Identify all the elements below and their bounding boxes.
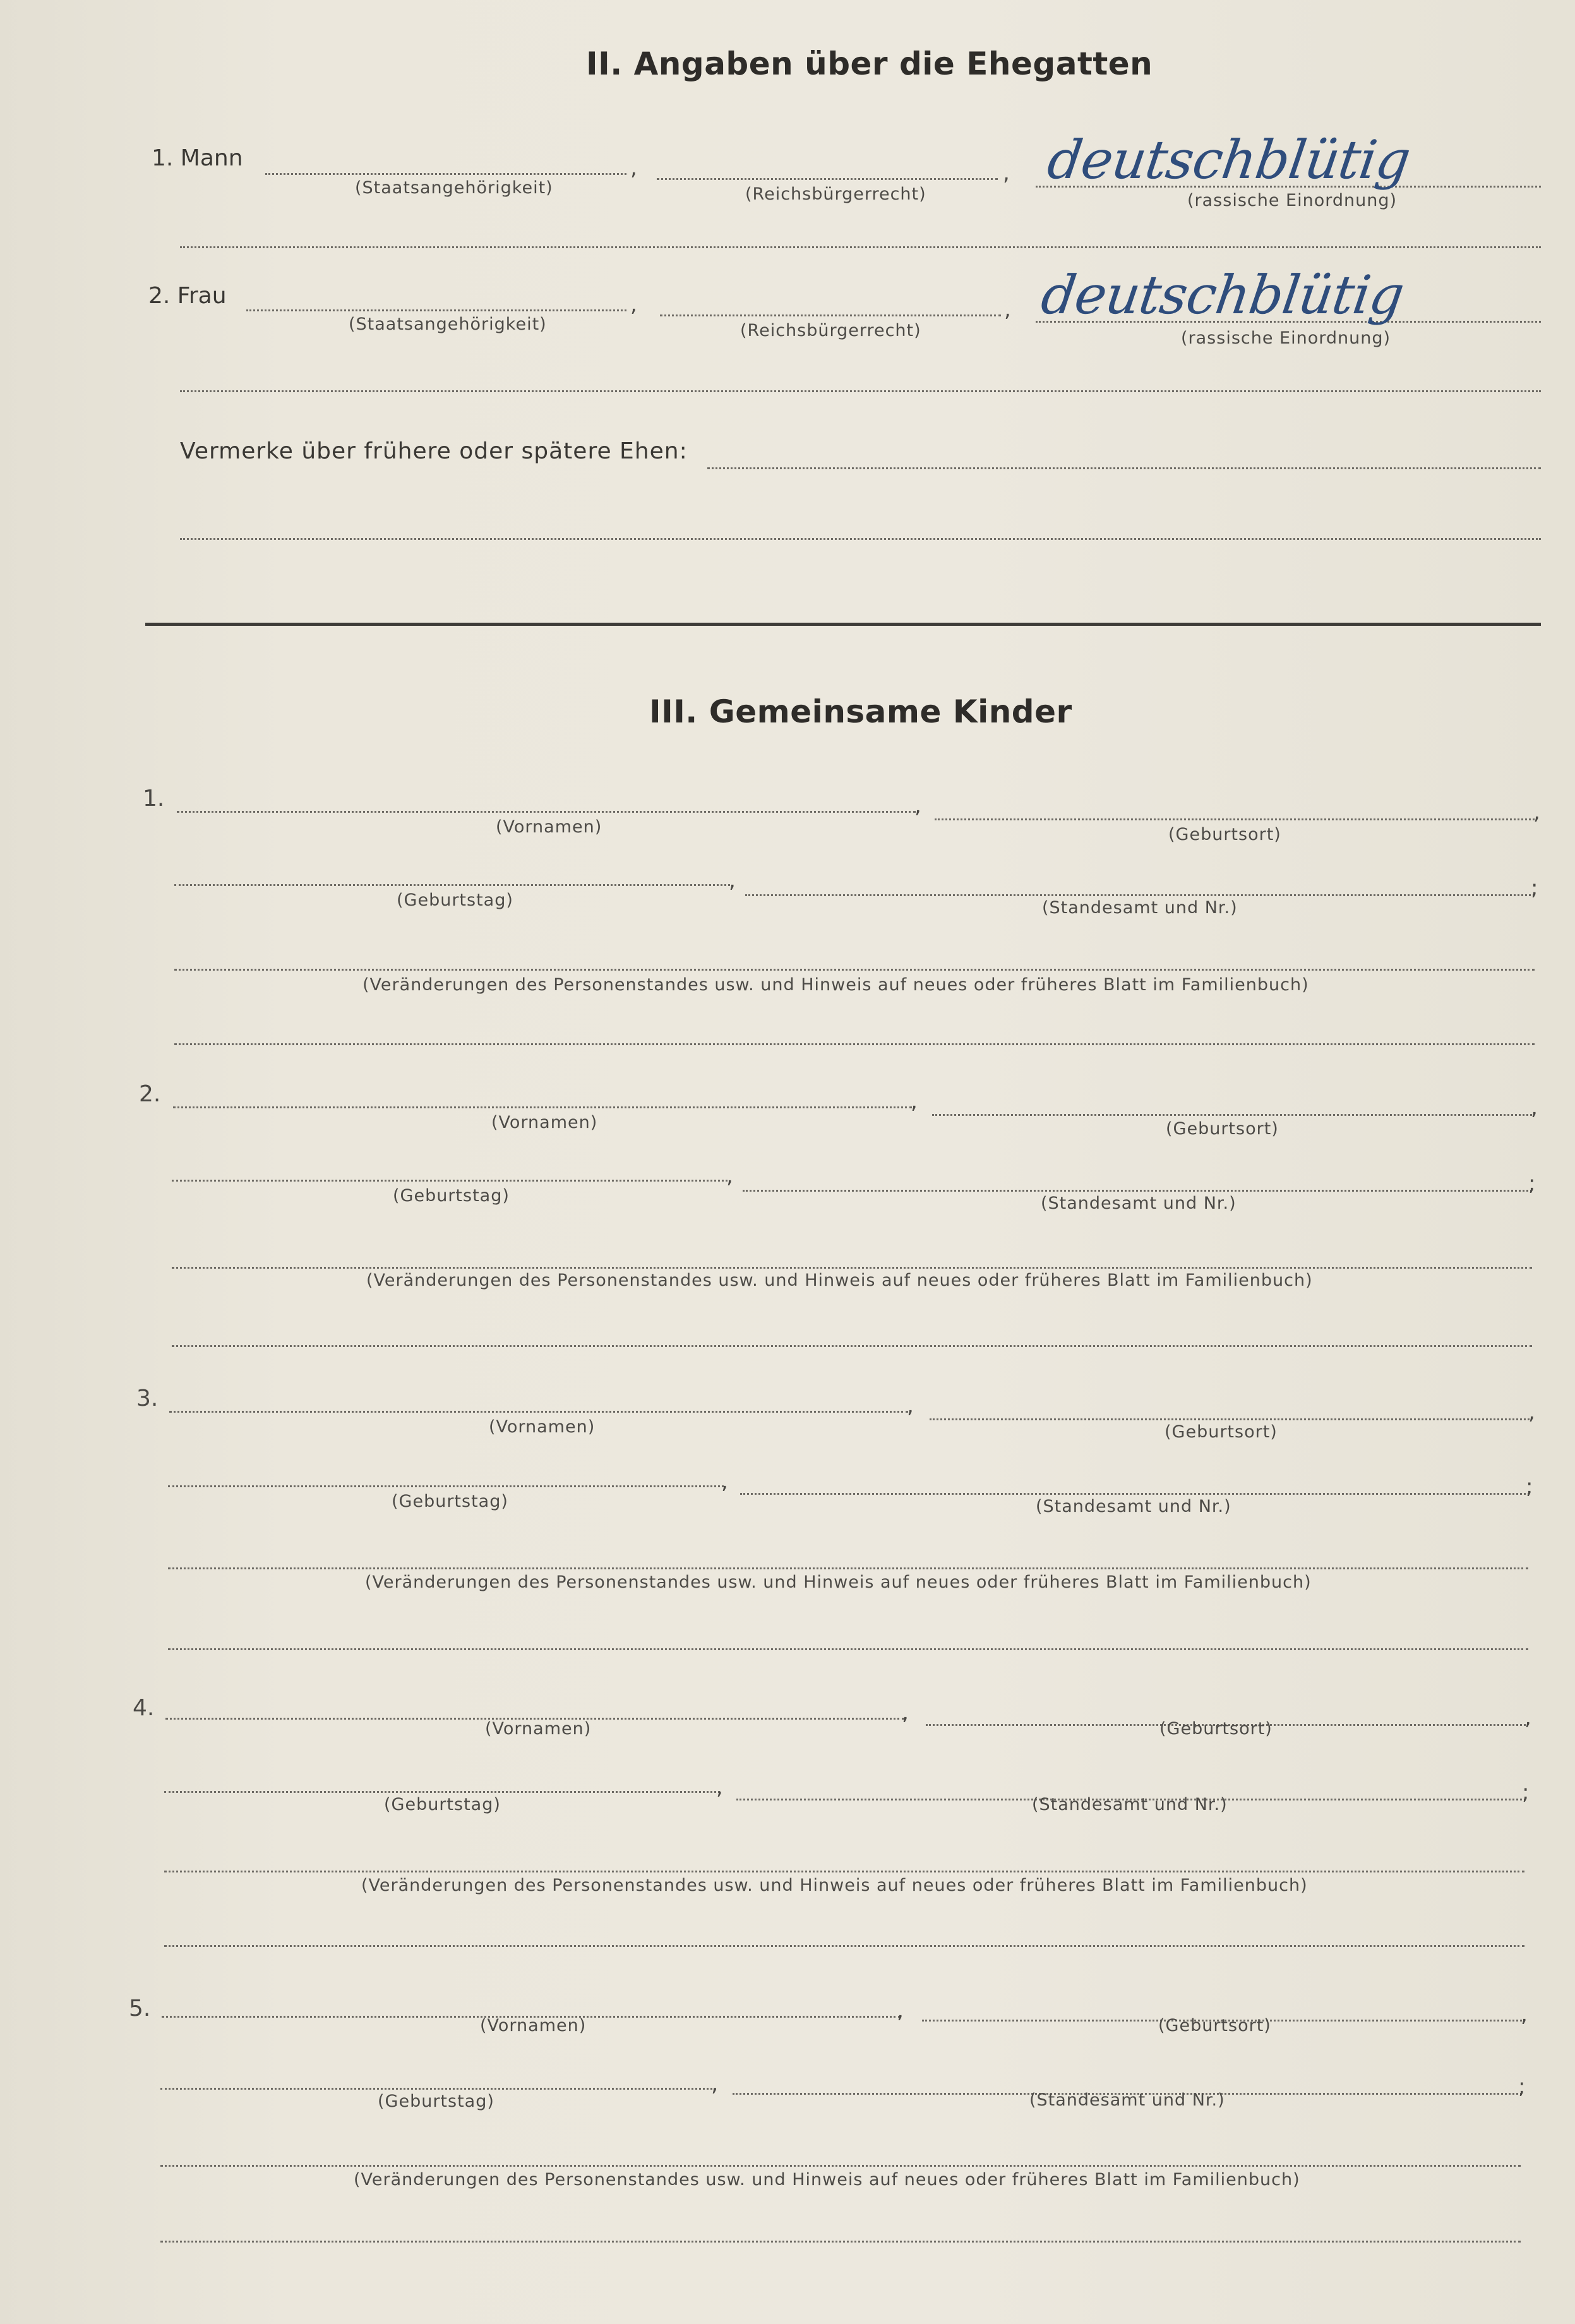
- semicolon: ;: [1518, 2074, 1526, 2099]
- child-4-geburtstag-field[interactable]: [164, 1791, 720, 1793]
- child-3-veraenderungen-field[interactable]: [168, 1567, 1528, 1569]
- frau-reichsbuergerrecht-field[interactable]: [660, 314, 1001, 316]
- comma: ,: [911, 1089, 918, 1114]
- comma: ,: [1003, 160, 1010, 186]
- child-3-standesamt-field[interactable]: [740, 1493, 1530, 1495]
- child-1-veraenderungen-field[interactable]: [174, 969, 1535, 971]
- comma: ,: [1531, 1095, 1538, 1120]
- child-number: 2.: [139, 1081, 161, 1107]
- caption-geburtsort: (Geburtsort): [1159, 1719, 1273, 1739]
- comma: ,: [630, 155, 637, 181]
- section-divider: [145, 623, 1541, 626]
- caption-reichsbuergerrecht: (Reichsbürgerrecht): [740, 321, 921, 340]
- vermerke-field-2[interactable]: [180, 538, 1541, 540]
- semicolon: ;: [1526, 1474, 1533, 1499]
- caption-geburtstag: (Geburtstag): [384, 1795, 501, 1814]
- child-number: 4.: [133, 1695, 155, 1721]
- vermerke-label: Vermerke über frühere oder spätere Ehen:: [180, 438, 688, 464]
- caption-geburtstag: (Geburtstag): [392, 1492, 508, 1511]
- child-1-veraenderungen-field-2[interactable]: [174, 1043, 1535, 1045]
- caption-standesamt: (Standesamt und Nr.): [1041, 1194, 1237, 1213]
- caption-vornamen: (Vornamen): [496, 817, 602, 837]
- child-5-veraenderungen-field-2[interactable]: [160, 2241, 1521, 2243]
- caption-geburtsort: (Geburtsort): [1158, 2016, 1271, 2035]
- caption-geburtstag: (Geburtstag): [378, 2092, 494, 2111]
- caption-geburtsort: (Geburtsort): [1166, 1119, 1279, 1139]
- comma: ,: [726, 1163, 733, 1189]
- child-number: 1.: [143, 786, 165, 812]
- mann-extra-line[interactable]: [180, 246, 1541, 248]
- comma: ,: [1004, 297, 1011, 322]
- comma: ,: [1533, 800, 1540, 825]
- child-5-veraenderungen-field[interactable]: [160, 2165, 1521, 2167]
- caption-veraenderungen: (Veränderungen des Personenstandes usw. und Hinweis auf neues oder früheres Blatt im Familienbuch): [366, 1271, 1313, 1290]
- child-1-geburtstag-field[interactable]: [174, 884, 730, 886]
- section-ii-title: II. Angaben über die Ehegatten: [586, 45, 1153, 82]
- mann-label: 1. Mann: [152, 145, 243, 171]
- caption-geburtsort: (Geburtsort): [1165, 1422, 1278, 1442]
- comma: ,: [902, 1700, 909, 1725]
- child-5-geburtstag-field[interactable]: [160, 2088, 716, 2090]
- mann-staatsangehoerigkeit-field[interactable]: [265, 173, 626, 175]
- comma: ,: [630, 292, 637, 317]
- child-4-veraenderungen-field[interactable]: [164, 1871, 1524, 1872]
- child-1-geburtsort-field[interactable]: [935, 818, 1535, 820]
- child-4-veraenderungen-field-2[interactable]: [164, 1945, 1524, 1947]
- caption-vornamen: (Vornamen): [489, 1417, 596, 1437]
- child-3-geburtsort-field[interactable]: [930, 1418, 1530, 1420]
- caption-standesamt: (Standesamt und Nr.): [1032, 1795, 1228, 1814]
- child-1-standesamt-field[interactable]: [745, 894, 1535, 896]
- child-2-veraenderungen-field-2[interactable]: [172, 1345, 1532, 1347]
- comma: ,: [914, 793, 921, 818]
- comma: ,: [1528, 1399, 1535, 1425]
- semicolon: ;: [1522, 1780, 1530, 1805]
- comma: ,: [711, 2071, 718, 2097]
- child-number: 3.: [136, 1386, 159, 1411]
- caption-veraenderungen: (Veränderungen des Personenstandes usw. und Hinweis auf neues oder früheres Blatt im Familienbuch): [362, 975, 1309, 995]
- child-3-veraenderungen-field-2[interactable]: [168, 1648, 1528, 1650]
- caption-staatsangehoerigkeit: (Staatsangehörigkeit): [355, 178, 553, 198]
- caption-vornamen: (Vornamen): [485, 1719, 592, 1739]
- comma: ,: [1521, 2002, 1528, 2027]
- child-1-vornamen-field[interactable]: [177, 811, 916, 813]
- child-2-standesamt-field[interactable]: [743, 1190, 1532, 1192]
- comma: ,: [1524, 1705, 1531, 1730]
- caption-veraenderungen: (Veränderungen des Personenstandes usw. und Hinweis auf neues oder früheres Blatt im Familienbuch): [361, 1876, 1308, 1895]
- child-3-vornamen-field[interactable]: [169, 1411, 908, 1413]
- child-2-geburtstag-field[interactable]: [172, 1180, 728, 1182]
- caption-rassische-einordnung: (rassische Einordnung): [1187, 191, 1397, 210]
- caption-vornamen: (Vornamen): [491, 1113, 598, 1132]
- caption-standesamt: (Standesamt und Nr.): [1042, 898, 1238, 918]
- caption-veraenderungen: (Veränderungen des Personenstandes usw. und Hinweis auf neues oder früheres Blatt im Familienbuch): [365, 1572, 1312, 1592]
- caption-standesamt: (Standesamt und Nr.): [1036, 1497, 1231, 1516]
- caption-rassische-einordnung: (rassische Einordnung): [1181, 328, 1391, 348]
- comma: ,: [716, 1775, 723, 1800]
- comma: ,: [721, 1469, 728, 1494]
- child-2-veraenderungen-field[interactable]: [172, 1267, 1532, 1269]
- caption-geburtstag: (Geburtstag): [397, 890, 513, 910]
- semicolon: ;: [1528, 1171, 1536, 1196]
- comma: ,: [907, 1393, 914, 1418]
- caption-standesamt: (Standesamt und Nr.): [1029, 2090, 1225, 2110]
- mann-rassische-einordnung-handwritten: deutschblütig: [1044, 129, 1414, 191]
- caption-staatsangehoerigkeit: (Staatsangehörigkeit): [349, 314, 547, 334]
- section-iii-title: III. Gemeinsame Kinder: [649, 693, 1072, 730]
- caption-geburtsort: (Geburtsort): [1168, 825, 1281, 844]
- semicolon: ;: [1531, 875, 1538, 901]
- frau-rassische-einordnung-handwritten: deutschblütig: [1038, 264, 1408, 326]
- comma: ,: [897, 1998, 904, 2023]
- frau-label: 2. Frau: [148, 283, 227, 309]
- child-2-geburtsort-field[interactable]: [932, 1114, 1532, 1116]
- mann-reichsbuergerrecht-field[interactable]: [657, 178, 998, 180]
- caption-geburtstag: (Geburtstag): [393, 1186, 510, 1206]
- frau-extra-line[interactable]: [180, 390, 1541, 392]
- frau-staatsangehoerigkeit-field[interactable]: [246, 309, 626, 311]
- child-3-geburtstag-field[interactable]: [168, 1485, 724, 1487]
- caption-reichsbuergerrecht: (Reichsbürgerrecht): [745, 184, 926, 204]
- vermerke-field[interactable]: [707, 467, 1541, 469]
- comma: ,: [729, 868, 736, 893]
- caption-veraenderungen: (Veränderungen des Personenstandes usw. und Hinweis auf neues oder früheres Blatt im Familienbuch): [354, 2170, 1300, 2189]
- child-number: 5.: [129, 1996, 151, 2022]
- child-2-vornamen-field[interactable]: [173, 1106, 912, 1108]
- caption-vornamen: (Vornamen): [480, 2016, 587, 2035]
